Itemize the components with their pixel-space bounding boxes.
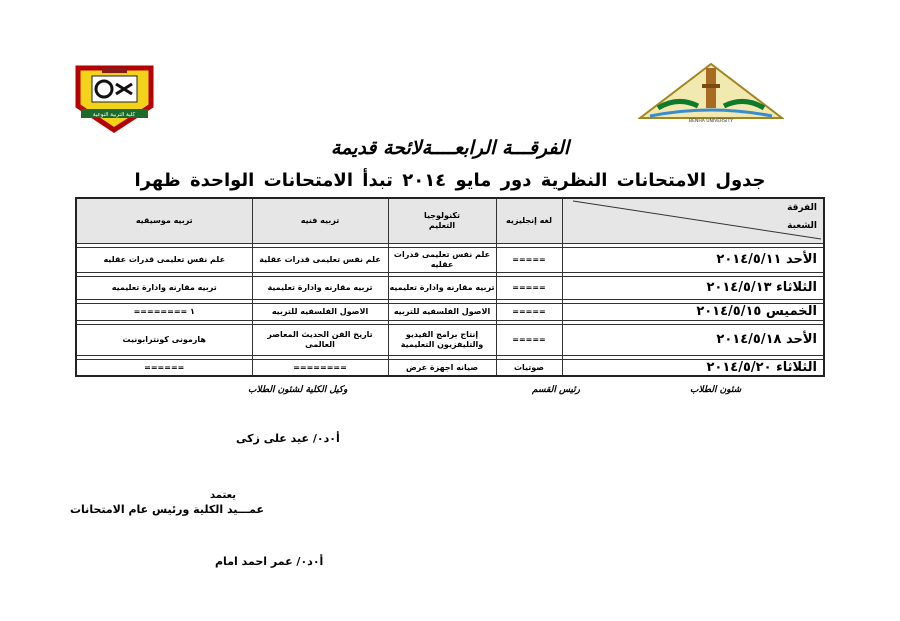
table-cell: ===== [496, 325, 562, 356]
table-cell: صيانه اجهزة عرض [388, 360, 496, 377]
exam-day-cell: الأحد ٢٠١٤/٥/١٨ [562, 325, 824, 356]
table-cell: هارمونى كونترابونيت [76, 325, 252, 356]
column-header: لغه إنجليزيه [496, 198, 562, 244]
table-cell: تربيه مقارنه وادارة تعليميه [388, 277, 496, 300]
university-logo [638, 60, 784, 123]
page-subtitle: الفرقـــة الرابعــــةلائحة قديمة [330, 137, 570, 159]
corner-label-level: الفرقة [787, 203, 817, 213]
table-cell: الاصول الفلسفيه للتربيه [388, 304, 496, 321]
exam-schedule-table [75, 197, 825, 377]
table-header-row [76, 198, 824, 244]
table-cell: ===== [496, 277, 562, 300]
approval-label: يعتمد [210, 490, 236, 501]
vice-dean-signature: وكيل الكلية لشئون الطلاب [248, 385, 348, 395]
table-cell: تربيه مقارنه وادارة تعليمية [252, 277, 388, 300]
diagonal-divider [563, 199, 825, 243]
table-cell: إنتاج برامج الفيديو والتليفزيون التعليمية [388, 325, 496, 356]
faculty-logo [72, 62, 157, 134]
table-cell: ===== [496, 304, 562, 321]
exam-day-cell: الثلاثاء ٢٠١٤/٥/١٣ [562, 277, 824, 300]
faculty-logo-text: كلية التربية النوعية [92, 112, 136, 118]
table-row [76, 277, 824, 300]
table-cell: ====== [76, 360, 252, 377]
table-cell: ===== [496, 248, 562, 273]
dean-name: أ٠د٠/ عمر احمد امام [215, 555, 324, 568]
table-cell: تربيه مقارنه وادارة تعليميه [76, 277, 252, 300]
student-affairs-signature: شئون الطلاب [690, 385, 742, 395]
table-row [76, 248, 824, 273]
dean-title: عمـــيد الكلية ورئيس عام الامتحانات [70, 503, 264, 516]
table-corner-cell [562, 198, 824, 244]
column-header: تربيه فنيه [252, 198, 388, 244]
table-cell: علم نفس تعليمى قدرات عقليه [76, 248, 252, 273]
exam-day-cell: الثلاثاء ٢٠١٤/٥/٢٠ [562, 360, 824, 377]
table-cell: ======== ١ [76, 304, 252, 321]
table-row [76, 304, 824, 321]
table-cell: علم نفس تعليمى قدرات عقلية [252, 248, 388, 273]
column-header: تربيه موسيقيه [76, 198, 252, 244]
table-cell: تاريخ الفن الحديث المعاصر العالمى [252, 325, 388, 356]
column-header: تكنولوجيا التعليم [388, 198, 496, 244]
vice-dean-name: أ٠د٠/ عيد على زكى [236, 432, 340, 445]
exam-day-cell: الأحد ٢٠١٤/٥/١١ [562, 248, 824, 273]
university-logo-text: BENHA UNIVERSITY [689, 119, 733, 123]
dept-head-signature: رئيس القسم [532, 385, 580, 395]
page-title: جدول الامتحانات النظرية دور مايو ٢٠١٤ تبدأ الامتحانات الواحدة ظهرا [134, 170, 766, 191]
table-cell: الاصول الفلسفيه للتربيه [252, 304, 388, 321]
table-cell: علم نفس تعليمى قدرات عقليه [388, 248, 496, 273]
table-row [76, 325, 824, 356]
table-cell: صوتيات [496, 360, 562, 377]
corner-label-division: الشعبة [787, 221, 817, 231]
table-cell: ======== [252, 360, 388, 377]
exam-day-cell: الخميس ٢٠١٤/٥/١٥ [562, 304, 824, 321]
table-row [76, 360, 824, 377]
